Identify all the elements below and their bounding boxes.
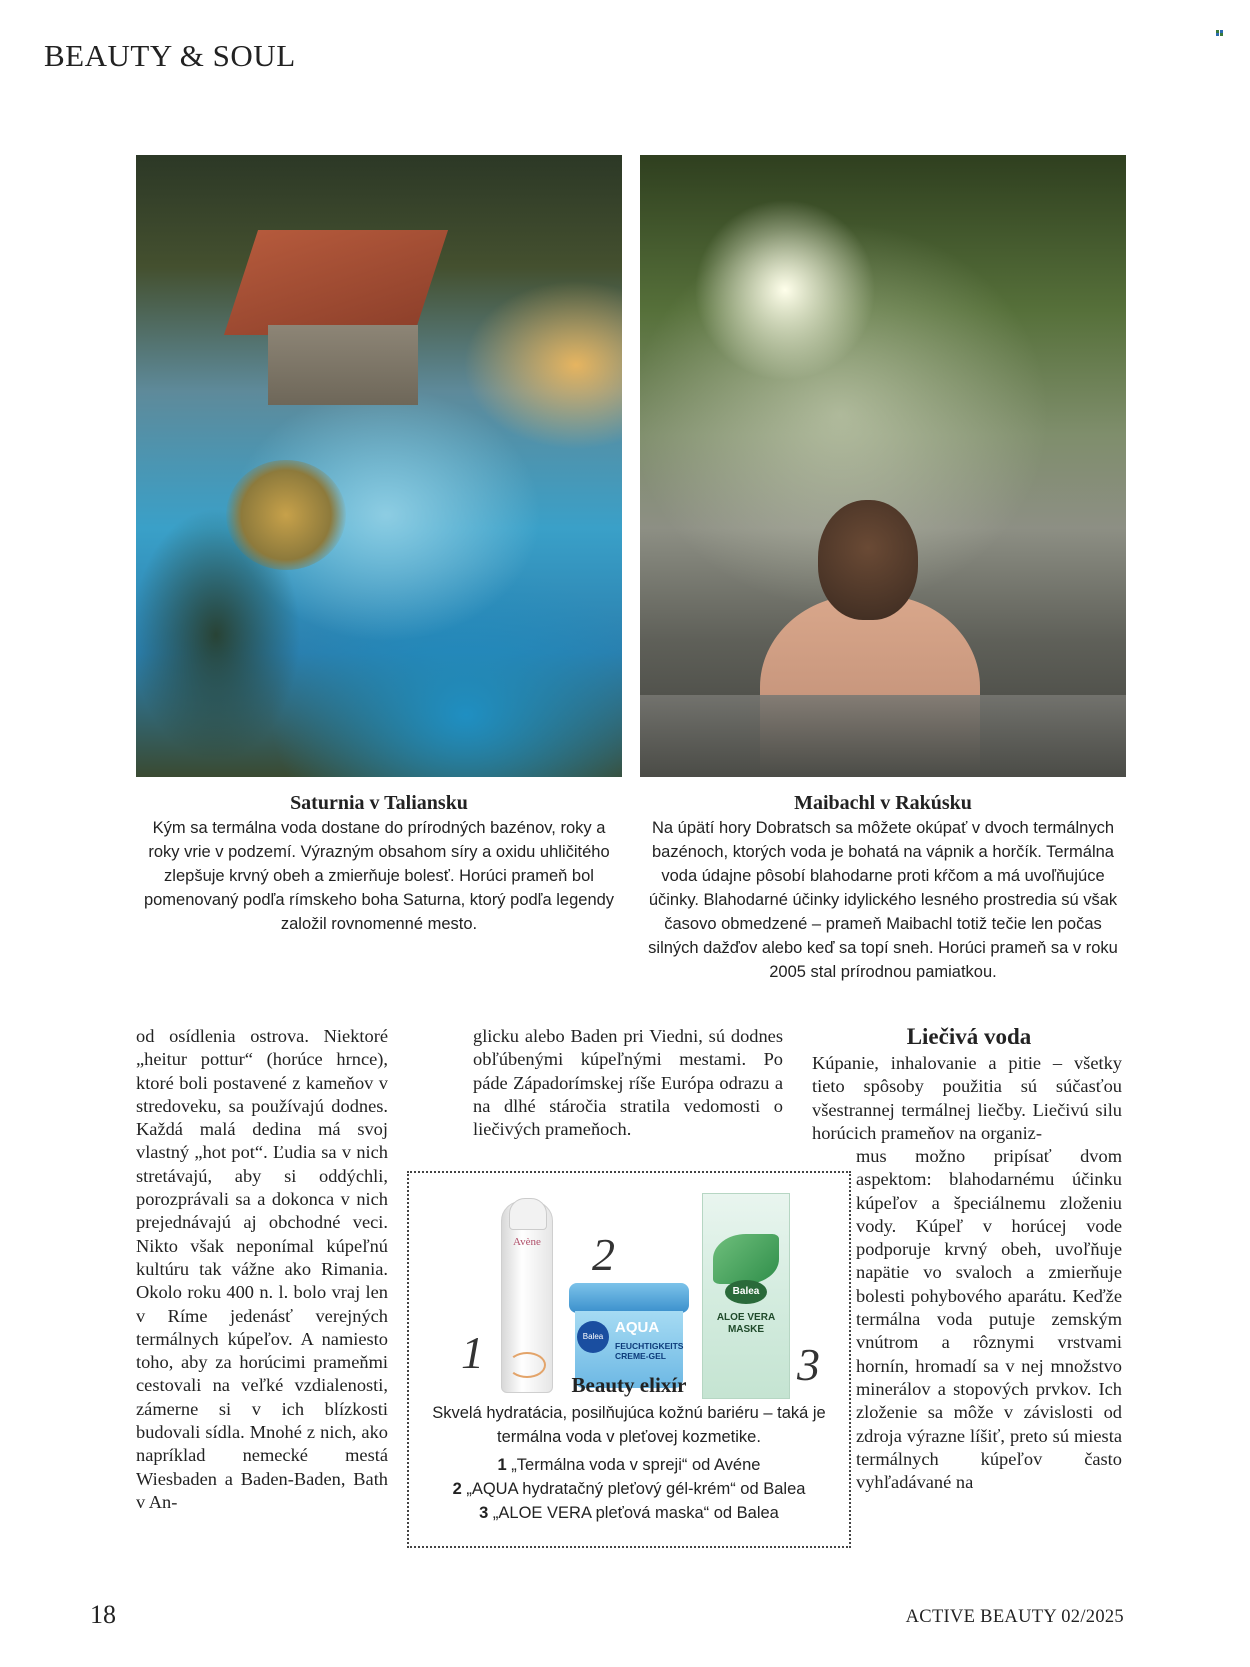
elixir-item xyxy=(409,1456,849,1475)
avene-spray-product xyxy=(501,1201,553,1393)
woman-head xyxy=(818,500,918,620)
article-column-2: glicku alebo Baden pri Viedni, sú dodnes obľúbenými kúpeľnými mestami. Po páde Západorímskej ríše Európa odrazu a na dlhé stáročia stratila vedomosti o liečivých prameňoch. xyxy=(473,1026,783,1140)
elixir-item-number: 3 xyxy=(479,1504,489,1522)
water xyxy=(640,695,1126,777)
aloe-leaf-icon xyxy=(713,1234,779,1284)
elixir-item-text: „Termálna voda v spreji“ od Avéne xyxy=(511,1456,761,1474)
caption-text: Na úpätí hory Dobratsch sa môžete okúpať v dvoch termálnych bazénoch, ktorých voda je bohatá na vápnik a horčík. Termálna voda údajne pôsobí blahodarne proti kŕčom a má uvoľňujúce účinky. Blahodarné účinky idylického lesného prostredia sú však časovo obmedzené – prameň Maibachl totiž tečie len počas silných dažďov alebo keď sa topí sneh. Horúci prameň sa v roku 2005 stal prírodnou pamiatkou. xyxy=(648,819,1118,981)
product-brand: Balea xyxy=(725,1280,767,1304)
article-column-3-top: Kúpanie, inhalovanie a pitie – všetky tieto spôsoby použitia sú súčasťou všestrannej termálnej liečby. Liečivú silu horúcich prameňov na organiz- xyxy=(812,1053,1122,1143)
product-name: AQUA xyxy=(615,1319,660,1336)
product-name: ALOE VERA MASKE xyxy=(716,1312,776,1335)
house-roof xyxy=(224,230,448,335)
elixir-item xyxy=(409,1480,849,1499)
product-brand: Balea xyxy=(577,1321,609,1353)
section-heading: Liečivá voda xyxy=(906,1024,1032,1049)
elixir-description: Skvelá hydratácia, posilňujúca kožnú bariéru – taká je termálna voda v pleťovej kozmetike. xyxy=(432,1404,826,1446)
article-column-3-bottom: mus možno pripísať dvom aspektom: blahodarnému účinku kúpeľov a špeciálnemu zloženiu vody. Kúpeľ v horúcej vode podporuje krvný obeh, uvoľňuje napätie vo svaloch a zmierňuje bolesti pohybového aparátu. Keďže termálna voda putuje zemským vnútrom a rôznymi vrstvami hornín, hromadí sa v nej množstvo minerálov a stopových prvkov. Ich zloženie sa môže v závislosti od zdroja výrazne líšiť, preto sú miesta termálnych kúpeľov často vyhľadávané na xyxy=(856,1146,1122,1493)
elixir-item-number: 2 xyxy=(452,1480,462,1498)
magazine-issue: ACTIVE BEAUTY 02/2025 xyxy=(905,1607,1124,1627)
product-number: 1 xyxy=(461,1327,484,1378)
product-brand: Avène xyxy=(513,1236,541,1248)
section-header: BEAUTY & SOUL xyxy=(44,38,296,73)
house-wall xyxy=(268,325,418,405)
elixir-item-number: 1 xyxy=(497,1456,507,1474)
elixir-title: Beauty elixír xyxy=(571,1373,687,1397)
article-column-1: od osídlenia ostrova. Niektoré „heitur pottur“ (horúce hrnce), ktoré boli postavené z kameňov v stredoveku, sa používajú dodnes. Každá malá dedina má svoj vlastný „hot pot“. Ľudia sa v nich stretávajú, aby si oddýchli, porozprávali sa a dokonca v nich prejednávajú aj obchodné veci. Nikto však neponímal kúpeľnú kultúru tak vážne ako Rimania. Okolo roku 400 n. l. bolo vraj len v Ríme jedenásť verejných termálnych kúpeľov. A namiesto toho, aby za horúcimi prameňmi cestovali na veľké vzdialenosti, zámerne si v ich blízkosti budovali sídla. Mnohé z nich, ako napríklad nemecké mestá Wiesbaden a Baden-Baden, Bath v An- xyxy=(136,1026,388,1512)
elixir-item xyxy=(409,1504,849,1523)
caption-text: Kým sa termálna voda dostane do prírodných bazénov, roky a roky vrie v podzemí. Výrazným obsahom síry a oxidu uhličitého zlepšuje krvný obeh a zmierňuje bolesť. Horúci prameň bol pomenovaný podľa rímskeho boha Saturna, ktorý podľa legendy založil rovnomenné mesto. xyxy=(143,819,615,933)
balea-aloe-mask-product xyxy=(702,1193,790,1399)
product-number: 2 xyxy=(592,1229,615,1280)
elixir-item-text: „AQUA hydratačný pleťový gél-krém“ od Balea xyxy=(466,1480,806,1498)
spray-cap xyxy=(509,1198,547,1230)
corner-mark-icon xyxy=(1216,30,1224,36)
caption-maibachl xyxy=(640,790,1126,984)
beauty-elixir-box xyxy=(407,1171,851,1548)
jar-lid xyxy=(569,1283,689,1313)
page-number: 18 xyxy=(90,1600,116,1629)
tree xyxy=(226,460,346,570)
product-number: 3 xyxy=(797,1339,820,1390)
product-subname: FEUCHTIGKEITS CREME-GEL xyxy=(615,1341,684,1361)
caption-title: Saturnia v Taliansku xyxy=(290,792,468,814)
maibachl-photo xyxy=(640,155,1126,777)
caption-saturnia xyxy=(136,790,622,936)
caption-title: Maibachl v Rakúsku xyxy=(794,792,972,814)
saturnia-photo xyxy=(136,155,622,777)
elixir-item-text: „ALOE VERA pleťová maska“ od Balea xyxy=(492,1504,779,1522)
